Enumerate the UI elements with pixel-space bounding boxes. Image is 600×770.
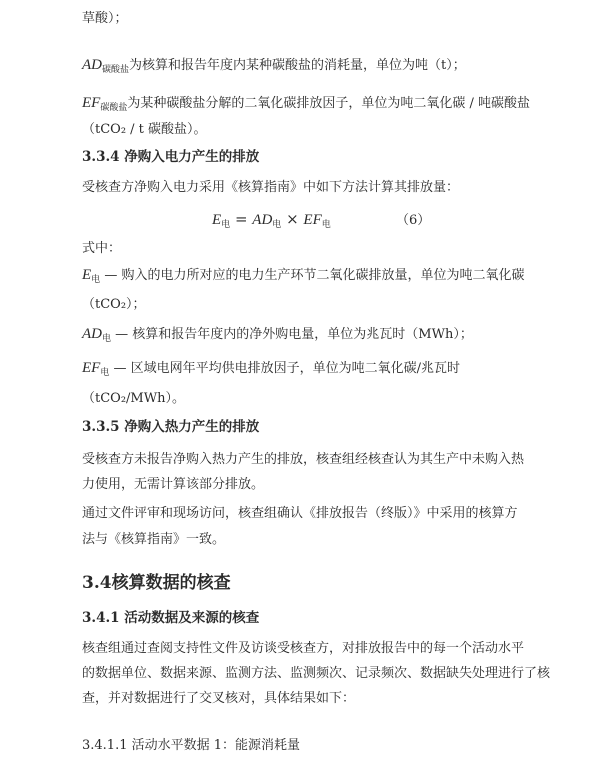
symbol: AD xyxy=(82,57,102,73)
equation-var: EF xyxy=(303,212,322,228)
paragraph-text: 受核查方净购入电力采用《核算指南》中如下方法计算其排放量： xyxy=(82,180,460,195)
text-line: 草酸）； xyxy=(82,11,128,26)
paragraph-line: 核查组通过查阅支持性文件及访谈受核查方，对排放报告中的每一个活动水平 xyxy=(82,641,525,656)
symbol: AD xyxy=(82,326,102,342)
definition-text: — 购入的电力所对应的电力生产环节二氧化碳排放量，单位为吨二氧化碳 xyxy=(100,268,525,283)
equation-subscript: 电 xyxy=(221,220,231,230)
definition-text: 为核算和报告年度内某种碳酸盐的消耗量，单位为吨（t）； xyxy=(129,58,466,73)
equation-operator: × xyxy=(281,210,304,228)
equation-var: E xyxy=(212,212,222,228)
symbol: E xyxy=(82,267,92,283)
definition-ef-carbonate xyxy=(82,94,530,117)
equation-6 xyxy=(212,210,331,234)
section-heading-3-3-5: 3.3.5 净购入热力产生的排放 xyxy=(82,419,260,435)
symbol-subscript: 碳酸盐 xyxy=(100,103,128,113)
section-heading-3-4-1: 3.4.1 活动数据及来源的核查 xyxy=(82,610,260,626)
paragraph-line: 的数据单位、数据来源、监测方法、监测频次、记录频次、数据缺失处理进行了核 xyxy=(82,666,551,681)
equation-var: AD xyxy=(252,212,273,228)
equation-number: （6） xyxy=(396,213,431,228)
equation-subscript: 电 xyxy=(272,220,282,230)
symbol-subscript: 电 xyxy=(100,368,110,378)
symbol: EF xyxy=(82,95,101,111)
paragraph-line: 查，并对数据进行了交叉核对，具体结果如下： xyxy=(82,691,356,706)
definition-text: — 区域电网年平均供电排放因子，单位为吨二氧化碳/兆瓦时 xyxy=(109,361,460,376)
definition-unit: （tCO₂）； xyxy=(82,297,146,312)
definition-ad-carbonate xyxy=(82,56,466,79)
equation-subscript: 电 xyxy=(321,220,331,230)
section-heading-3-3-4: 3.3.4 净购入电力产生的排放 xyxy=(82,149,260,165)
paragraph-line: 受核查方未报告净购入热力产生的排放，核查组经核查认为其生产中未购入热 xyxy=(82,452,525,467)
symbol-subscript: 电 xyxy=(102,334,112,344)
equation-operator: = xyxy=(230,210,253,228)
definition-e-electricity xyxy=(82,266,524,289)
section-heading-3-4-1-1: 3.4.1.1 活动水平数据 1：能源消耗量 xyxy=(82,738,301,753)
symbol: EF xyxy=(82,360,101,376)
paragraph-line: 通过文件评审和现场访问，核查组确认《排放报告（终版）》中采用的核算方 xyxy=(82,506,518,521)
definition-unit: （tCO₂ / t 碳酸盐）。 xyxy=(82,122,207,137)
paragraph-line: 法与《核算指南》一致。 xyxy=(82,532,226,547)
definition-text: 为某种碳酸盐分解的二氧化碳排放因子，单位为吨二氧化碳 / 吨碳酸盐 xyxy=(127,96,530,111)
definition-ad-electricity xyxy=(82,325,473,348)
paragraph-text: 式中： xyxy=(82,241,122,256)
symbol-subscript: 碳酸盐 xyxy=(102,65,130,75)
definition-unit: （tCO₂/MWh）。 xyxy=(82,391,185,406)
definition-ef-electricity xyxy=(82,359,460,382)
paragraph-line: 力使用，无需计算该部分排放。 xyxy=(82,477,265,492)
section-heading-3-4: 3.4核算数据的核查 xyxy=(82,573,231,593)
symbol-subscript: 电 xyxy=(91,275,101,285)
definition-text: — 核算和报告年度内的净外购电量，单位为兆瓦时（MWh）； xyxy=(111,327,473,342)
